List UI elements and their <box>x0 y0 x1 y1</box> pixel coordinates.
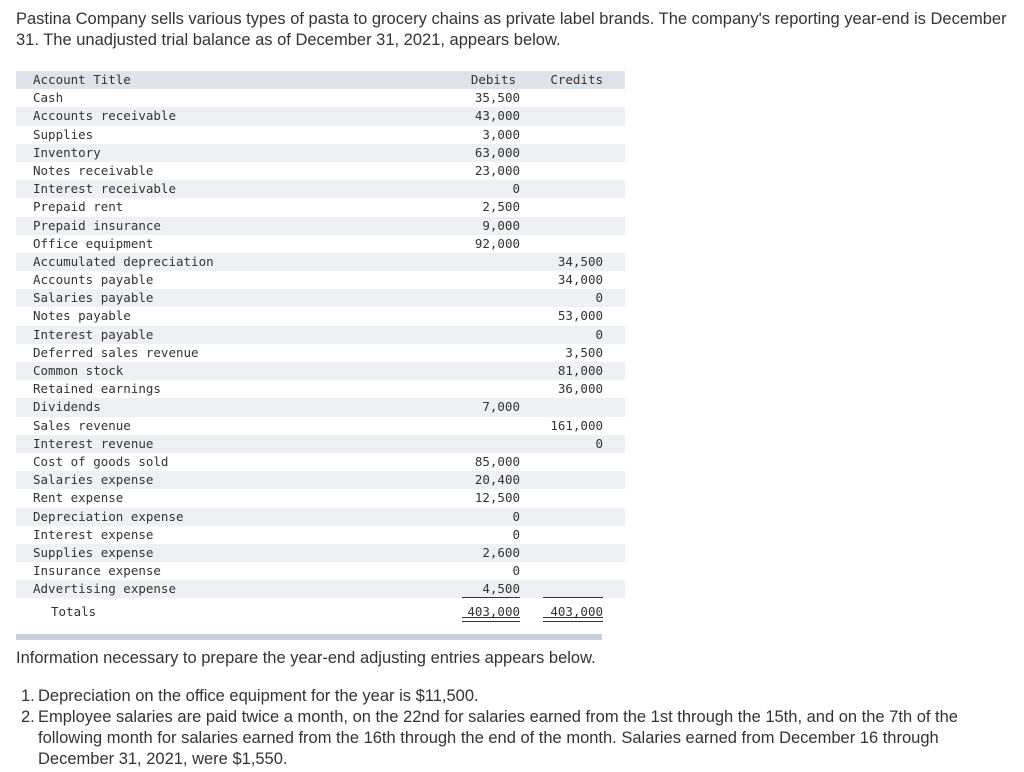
debit-cell: 92,000 <box>474 235 520 251</box>
debit-cell: 0 <box>512 181 520 197</box>
account-title-cell: Cash <box>33 90 64 106</box>
account-title-cell: Supplies <box>33 126 94 142</box>
account-title-cell: Insurance expense <box>33 563 161 579</box>
account-title-cell: Accounts receivable <box>33 108 176 124</box>
debit-double-underline <box>462 617 520 622</box>
table-row <box>16 398 625 416</box>
account-title-cell: Dividends <box>33 399 101 415</box>
debit-cell: 2,600 <box>482 544 520 560</box>
debit-cell: 20,400 <box>474 472 520 488</box>
account-title-cell: Accumulated depreciation <box>33 253 214 269</box>
totals-debit: 403,000 <box>467 604 520 620</box>
table-row <box>16 326 625 344</box>
credit-cell: 81,000 <box>557 363 603 378</box>
table-row <box>16 380 625 398</box>
table-row <box>16 489 625 507</box>
account-title-cell: Rent expense <box>33 490 124 506</box>
credit-cell: 0 <box>595 435 603 451</box>
account-title-cell: Prepaid rent <box>33 199 124 215</box>
credit-cell: 161,000 <box>550 417 603 433</box>
account-title-cell: Office equipment <box>33 235 154 251</box>
table-row <box>16 307 625 325</box>
table-row <box>16 453 625 471</box>
debit-cell: 7,000 <box>482 399 520 415</box>
account-title-cell: Depreciation expense <box>33 508 184 524</box>
table-row <box>16 435 625 453</box>
table-header-row <box>16 71 625 89</box>
table-row <box>16 235 625 253</box>
debit-cell: 0 <box>512 508 520 524</box>
list-item <box>16 686 1016 707</box>
debit-cell: 0 <box>512 563 520 579</box>
header-account-title: Account Title <box>33 72 131 87</box>
table-row <box>16 217 625 235</box>
account-title-cell: Deferred sales revenue <box>33 344 199 360</box>
account-title-cell: Sales revenue <box>33 417 131 433</box>
account-title-cell: Common stock <box>33 363 124 378</box>
info-heading: Information necessary to prepare the year-end adjusting entries appears below. <box>16 649 596 667</box>
table-row <box>16 362 625 380</box>
account-title-cell: Interest revenue <box>33 435 154 451</box>
list-item <box>16 707 1016 770</box>
item-number: 2. <box>21 708 35 726</box>
item-text: Depreciation on the office equipment for the year is $11,500. <box>38 687 479 705</box>
credit-cell: 34,500 <box>557 253 603 269</box>
account-title-cell: Salaries expense <box>33 472 154 488</box>
table-bottom-bar <box>16 634 602 640</box>
table-row <box>16 253 625 271</box>
table-row <box>16 544 625 562</box>
credit-cell: 34,000 <box>557 272 603 288</box>
debit-cell: 35,500 <box>474 90 520 106</box>
trial-balance-table <box>16 71 625 625</box>
credit-cell: 53,000 <box>557 308 603 324</box>
account-title-cell: Interest payable <box>33 326 154 342</box>
table-row <box>16 580 625 598</box>
account-title-cell: Inventory <box>33 144 101 160</box>
debit-cell: 63,000 <box>474 144 520 160</box>
table-body <box>16 89 625 598</box>
table-row <box>16 126 625 144</box>
credit-cell: 3,500 <box>565 344 603 360</box>
header-credits: Credits <box>550 72 603 87</box>
header-debits: Debits <box>470 72 516 87</box>
debit-cell: 9,000 <box>482 217 520 233</box>
table-row <box>16 289 625 307</box>
account-title-cell: Accounts payable <box>33 272 154 288</box>
account-title-cell: Cost of goods sold <box>33 453 169 469</box>
credit-cell: 0 <box>595 326 603 342</box>
credit-double-underline <box>543 617 603 622</box>
debit-cell: 23,000 <box>474 162 520 178</box>
table-row <box>16 162 625 180</box>
table-row <box>16 526 625 544</box>
account-title-cell: Interest receivable <box>33 181 176 197</box>
credit-cell: 0 <box>595 290 603 306</box>
item-number: 1. <box>21 687 35 705</box>
account-title-cell: Prepaid insurance <box>33 217 161 233</box>
account-title-cell: Notes payable <box>33 308 131 324</box>
account-title-cell: Salaries payable <box>33 290 154 306</box>
debit-cell: 4,500 <box>482 581 520 597</box>
debit-cell: 0 <box>512 526 520 542</box>
table-row <box>16 562 625 580</box>
totals-label: Totals <box>51 604 97 620</box>
table-row <box>16 508 625 526</box>
debit-cell: 85,000 <box>474 453 520 469</box>
account-title-cell: Supplies expense <box>33 544 154 560</box>
credit-cell: 36,000 <box>557 381 603 397</box>
account-title-cell: Interest expense <box>33 526 154 542</box>
totals-credit: 403,000 <box>550 604 603 620</box>
table-row <box>16 471 625 489</box>
debit-cell: 3,000 <box>482 126 520 142</box>
debit-cell: 12,500 <box>474 490 520 506</box>
account-title-cell: Notes receivable <box>33 162 154 178</box>
table-row <box>16 198 625 216</box>
table-row <box>16 344 625 362</box>
table-row <box>16 107 625 125</box>
account-title-cell: Advertising expense <box>33 581 176 597</box>
table-row <box>16 271 625 289</box>
table-row <box>16 180 625 198</box>
account-title-cell: Retained earnings <box>33 381 161 397</box>
debit-cell: 2,500 <box>482 199 520 215</box>
intro-paragraph: Pastina Company sells various types of pasta to grocery chains as private label brands. The company's reporting year-end is December 31. The unadjusted trial balance as of December 31, 2021, appears below. <box>16 10 1007 49</box>
debit-cell: 43,000 <box>474 108 520 124</box>
totals-row <box>16 598 625 625</box>
adjusting-info-list <box>16 686 1016 770</box>
item-text: Employee salaries are paid twice a month, on the 22nd for salaries earned from the 1st through the 15th, and on the 7th of the following month for salaries earned from the 16th through the end of the month. Salaries earned from December 16 through December 31, 2021, were $1,550. <box>38 708 958 768</box>
table-row <box>16 89 625 107</box>
table-row <box>16 417 625 435</box>
table-row <box>16 144 625 162</box>
